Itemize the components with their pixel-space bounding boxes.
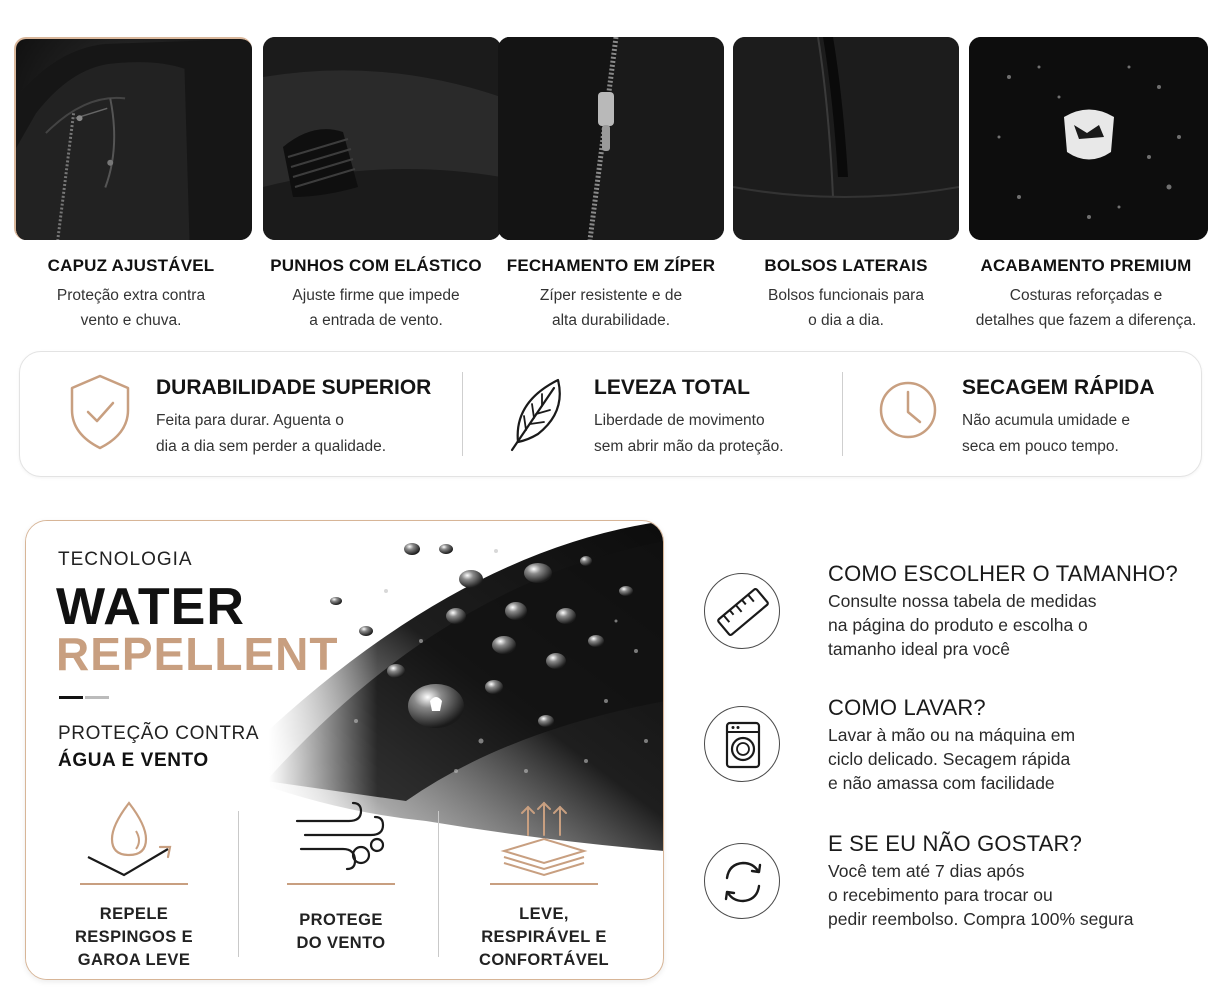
perk-label: PROTEGE DO VENTO	[296, 911, 386, 952]
hood-photo	[14, 37, 252, 240]
benefit-title: DURABILIDADE SUPERIOR	[156, 376, 432, 399]
shield-check-icon	[68, 372, 132, 452]
exchange-icon	[705, 844, 781, 920]
clock-icon	[876, 372, 940, 452]
perk-accent-line	[490, 883, 598, 885]
faq-question: COMO LAVAR?	[828, 695, 986, 720]
feature-description: Proteção extra contra vento e chuva.	[56, 287, 206, 329]
feature-description: Ajuste firme que impede a entrada de vento.	[292, 287, 460, 329]
perk-repels-splashes	[32, 791, 236, 969]
perk-accent-line	[80, 883, 188, 885]
leaf-icon	[508, 372, 568, 452]
card-title-line2: REPELLENT	[56, 628, 339, 680]
faq-answer: Você tem até 7 dias após o recebimento para trocar ou pedir reembolso. Compra 100% segura	[828, 861, 1134, 929]
feature-photos	[14, 37, 1208, 240]
water-repellent-card	[25, 520, 664, 980]
benefit-description: Não acumula umidade e seca em pouco tempo.	[962, 412, 1131, 455]
feature-description: Costuras reforçadas e detalhes que fazem a diferença.	[975, 287, 1197, 329]
perk-accent-line	[287, 883, 395, 885]
feature-title: PUNHOS COM ELÁSTICO	[270, 256, 482, 275]
accent-rule	[85, 696, 109, 699]
ruler-icon	[705, 574, 781, 650]
benefit-quick-dry	[842, 352, 1202, 476]
perk-label: LEVE, RESPIRÁVEL E CONFORTÁVEL	[479, 905, 609, 969]
accent-rule	[59, 696, 83, 699]
perk-wind-protection	[239, 791, 443, 966]
benefit-description: Liberdade de movimento sem abrir mão da proteção.	[594, 412, 784, 455]
faq-answer: Consulte nossa tabela de medidas na página do produto e escolha o tamanho ideal pra você	[828, 591, 1097, 659]
feature-hood	[14, 256, 248, 333]
feature-title: ACABAMENTO PREMIUM	[980, 256, 1192, 275]
feature-description: Zíper resistente e de alta durabilidade.	[539, 287, 683, 329]
divider	[438, 811, 439, 957]
cuff-photo	[263, 37, 501, 240]
benefit-title: LEVEZA TOTAL	[594, 376, 750, 399]
feature-title: FECHAMENTO EM ZÍPER	[506, 256, 716, 275]
benefit-description: Feita para durar. Aguenta o dia a dia sem perder a qualidade.	[156, 412, 387, 455]
benefits-bar	[19, 351, 1202, 477]
feature-description: Bolsos funcionais para o dia a dia.	[768, 287, 924, 329]
benefit-lightness	[462, 352, 842, 476]
water-drop-icon	[84, 799, 184, 879]
card-eyebrow: TECNOLOGIA	[58, 549, 193, 570]
icon-circle	[704, 843, 780, 919]
premium-finish-photo	[969, 37, 1208, 240]
feature-finish	[959, 256, 1210, 333]
breathable-layers-icon	[494, 799, 594, 879]
faq-question: E SE EU NÃO GOSTAR?	[828, 831, 1083, 856]
feature-zipper	[498, 256, 724, 333]
perk-label: REPELE RESPINGOS E GAROA LEVE	[74, 905, 194, 969]
perk-breathable	[442, 791, 646, 969]
feature-captions	[14, 256, 1208, 336]
feature-title: CAPUZ AJUSTÁVEL	[47, 256, 215, 275]
pocket-photo	[733, 37, 959, 240]
card-subtitle-line2: ÁGUA E VENTO	[58, 750, 209, 771]
card-subtitle-line1: PROTEÇÃO CONTRA	[58, 723, 260, 744]
wind-icon	[291, 799, 391, 879]
benefit-durability	[20, 352, 462, 476]
feature-pockets	[733, 256, 959, 333]
zipper-photo	[498, 37, 724, 240]
card-title-line1: WATER	[56, 578, 245, 636]
feature-cuffs	[263, 256, 489, 333]
feature-title: BOLSOS LATERAIS	[764, 256, 928, 275]
icon-circle	[704, 706, 780, 782]
faq-question: COMO ESCOLHER O TAMANHO?	[828, 561, 1178, 586]
benefit-title: SECAGEM RÁPIDA	[962, 376, 1155, 399]
washing-machine-icon	[705, 707, 781, 783]
icon-circle	[704, 573, 780, 649]
faq-answer: Lavar à mão ou na máquina em ciclo delicado. Secagem rápida e não amassa com facilidade	[828, 725, 1076, 793]
